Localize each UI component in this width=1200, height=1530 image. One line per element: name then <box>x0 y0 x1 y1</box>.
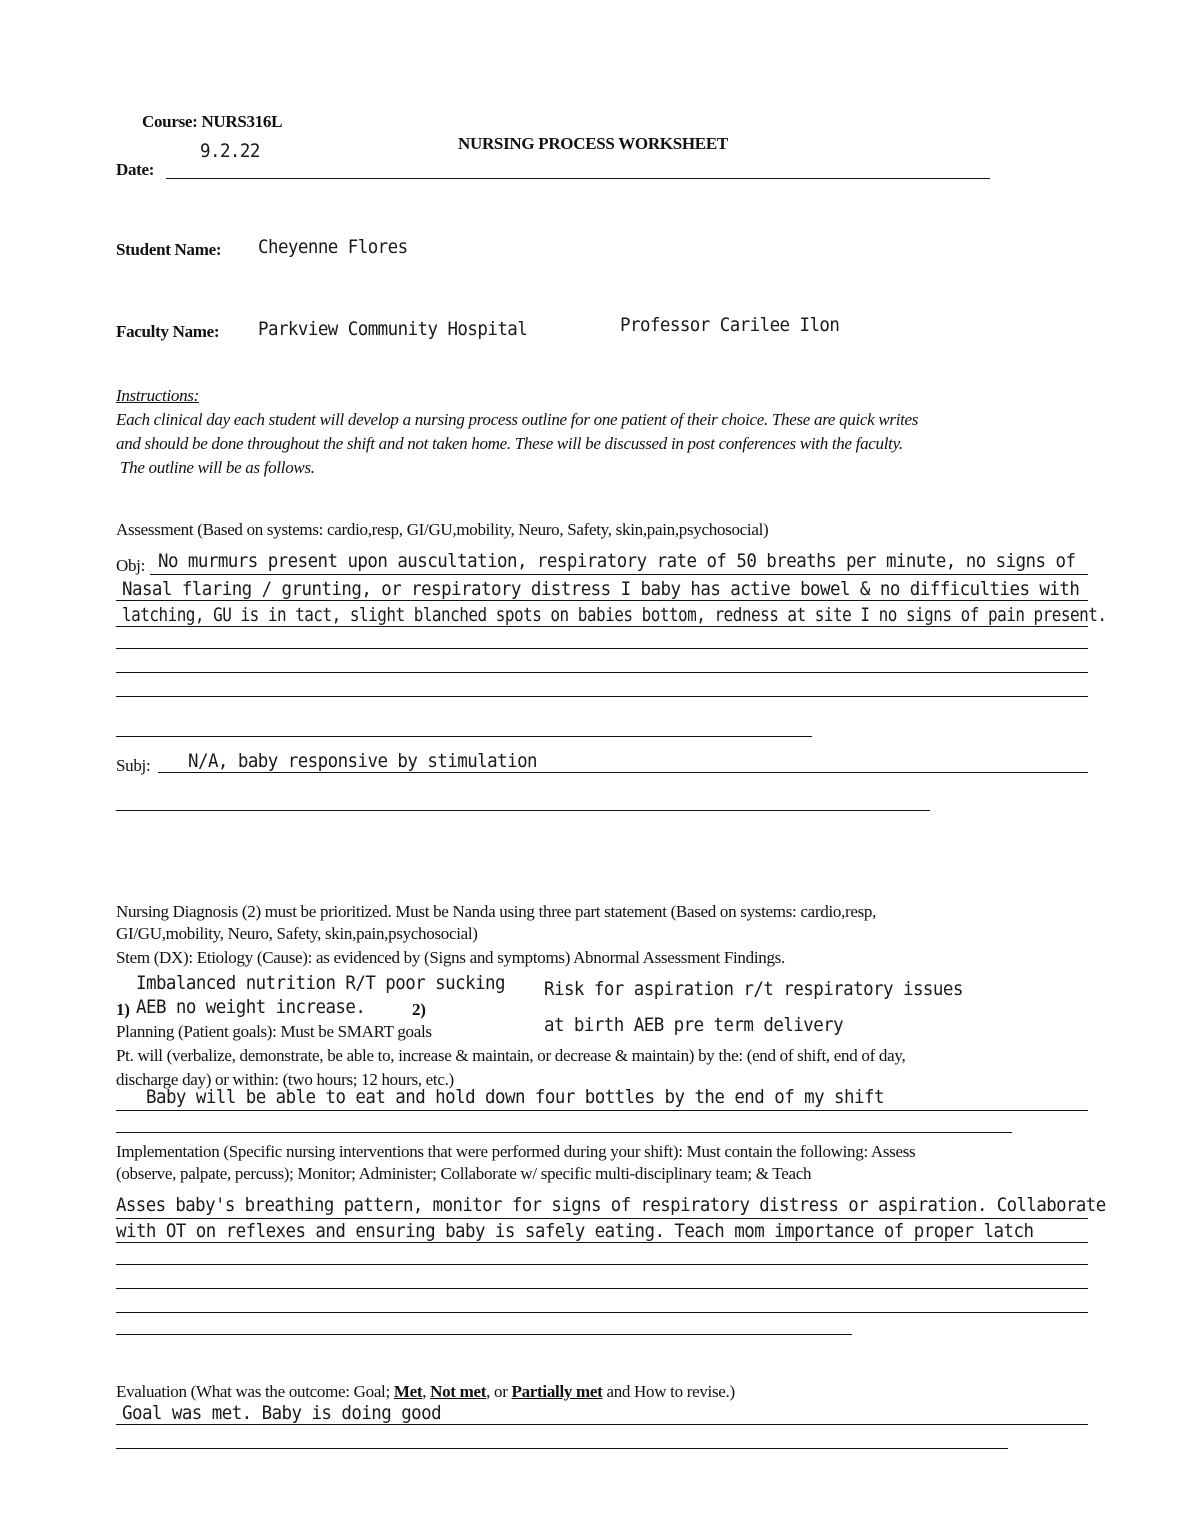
evaluation-not-met: Not met <box>430 1382 487 1401</box>
implementation-line-1: Implementation (Specific nursing interventions that were performed during your shift): Must contain the following: Assess <box>116 1142 916 1161</box>
obj-answer-line-2[interactable]: Nasal flaring / grunting, or respiratory distress I baby has active bowel & no difficulties with <box>122 578 1080 600</box>
obj-underline-2 <box>116 600 1088 601</box>
diagnosis-1-answer-a[interactable]: Imbalanced nutrition R/T poor sucking <box>136 972 505 994</box>
diagnosis-line-2: GI/GU,mobility, Neuro, Safety, skin,pain,psychosocial) <box>116 924 478 943</box>
faculty-name-label: Faculty Name: <box>116 322 220 341</box>
planning-answer[interactable]: Baby will be able to eat and hold down four bottles by the end of my shift <box>146 1086 884 1108</box>
obj-underline-1 <box>150 574 1088 575</box>
student-name-label: Student Name: <box>116 240 222 259</box>
implementation-underline-4 <box>116 1288 1088 1289</box>
evaluation-suffix: and How to revise.) <box>606 1382 735 1401</box>
evaluation-underline-2 <box>116 1448 1008 1449</box>
diagnosis-1-number: 1) <box>116 1000 130 1019</box>
implementation-underline-1 <box>116 1218 1088 1219</box>
implementation-underline-2 <box>116 1242 1088 1243</box>
implementation-answer-2[interactable]: with OT on reflexes and ensuring baby is safely eating. Teach mom importance of proper latch <box>116 1220 1034 1242</box>
evaluation-sep-2: , or <box>486 1382 508 1401</box>
date-value[interactable]: 9.2.22 <box>200 140 260 162</box>
faculty-name-value-2[interactable]: Professor Carilee Ilon <box>620 314 840 336</box>
implementation-underline-6 <box>116 1334 852 1335</box>
obj-underline-3 <box>116 626 1088 627</box>
planning-line-3: discharge day) or within: (two hours; 12 hours, etc.) <box>116 1070 454 1089</box>
date-label: Date: <box>116 160 155 179</box>
instructions-line-1: Each clinical day each student will develop a nursing process outline for one patient of their choice. These are quick writes <box>116 410 919 429</box>
evaluation-partially-met: Partially met <box>511 1382 603 1401</box>
obj-underline-4 <box>116 648 1088 649</box>
subj-answer[interactable]: N/A, baby responsive by stimulation <box>188 750 538 772</box>
diagnosis-2-answer-b[interactable]: at birth AEB pre term delivery <box>544 1014 844 1036</box>
faculty-name-value[interactable]: Parkview Community Hospital <box>258 318 528 340</box>
evaluation-underline-1 <box>116 1424 1088 1425</box>
diagnosis-line-1: Nursing Diagnosis (2) must be prioritized. Must be Nanda using three part statement (Based on systems: cardio,resp, <box>116 902 877 921</box>
evaluation-prefix: Evaluation (What was the outcome: Goal; <box>116 1382 390 1401</box>
implementation-underline-5 <box>116 1312 1088 1313</box>
diagnosis-2-answer-a[interactable]: Risk for aspiration r/t respiratory issues <box>544 978 963 1000</box>
subj-underline-1 <box>158 772 1088 773</box>
planning-line-2: Pt. will (verbalize, demonstrate, be able to, increase & maintain, or decrease & maintain) by the: (end of shift, end of day, <box>116 1046 906 1065</box>
obj-answer-line-3[interactable]: latching, GU is in tact, slight blanched spots on babies bottom, redness at site I no signs of pain present. <box>122 604 1107 626</box>
course-label: Course: NURS316L <box>142 112 283 131</box>
obj-underline-6 <box>116 696 1088 697</box>
implementation-underline-3 <box>116 1264 1088 1265</box>
instructions-line-2: and should be done throughout the shift and not taken home. These will be discussed in post conferences with the faculty. <box>116 434 903 453</box>
implementation-answer-1[interactable]: Asses baby's breathing pattern, monitor for signs of respiratory distress or aspiration. Collaborate <box>116 1194 1106 1216</box>
date-underline <box>166 178 990 179</box>
implementation-line-2: (observe, palpate, percuss); Monitor; Administer; Collaborate w/ specific multi-disciplinary team; & Teach <box>116 1164 812 1183</box>
diagnosis-2-number: 2) <box>412 1000 426 1019</box>
planning-line-1: Planning (Patient goals): Must be SMART goals <box>116 1022 432 1041</box>
instructions-heading: Instructions: <box>116 386 199 405</box>
diagnosis-1-answer-b[interactable]: AEB no weight increase. <box>136 996 366 1018</box>
obj-answer-line-1[interactable]: No murmurs present upon auscultation, respiratory rate of 50 breaths per minute, no signs of <box>158 550 1076 572</box>
diagnosis-line-3: Stem (DX): Etiology (Cause): as evidenced by (Signs and symptoms) Abnormal Assessment Findings. <box>116 948 785 967</box>
obj-label: Obj: <box>116 556 146 575</box>
subj-label: Subj: <box>116 756 151 775</box>
obj-underline-7 <box>116 736 812 737</box>
page-title: NURSING PROCESS WORKSHEET <box>458 134 728 153</box>
evaluation-met: Met <box>393 1382 423 1401</box>
assessment-label: Assessment (Based on systems: cardio,resp, GI/GU,mobility, Neuro, Safety, skin,pain,psychosocial) <box>116 520 769 539</box>
student-name-value[interactable]: Cheyenne Flores <box>258 236 408 258</box>
evaluation-prompt <box>116 1382 735 1402</box>
planning-underline-2 <box>116 1132 1012 1133</box>
subj-underline-2 <box>116 810 930 811</box>
evaluation-sep-1: , <box>422 1382 427 1401</box>
obj-underline-5 <box>116 672 1088 673</box>
evaluation-answer[interactable]: Goal was met. Baby is doing good <box>122 1402 442 1424</box>
planning-underline-1 <box>116 1110 1088 1111</box>
instructions-line-3: The outline will be as follows. <box>120 458 315 477</box>
